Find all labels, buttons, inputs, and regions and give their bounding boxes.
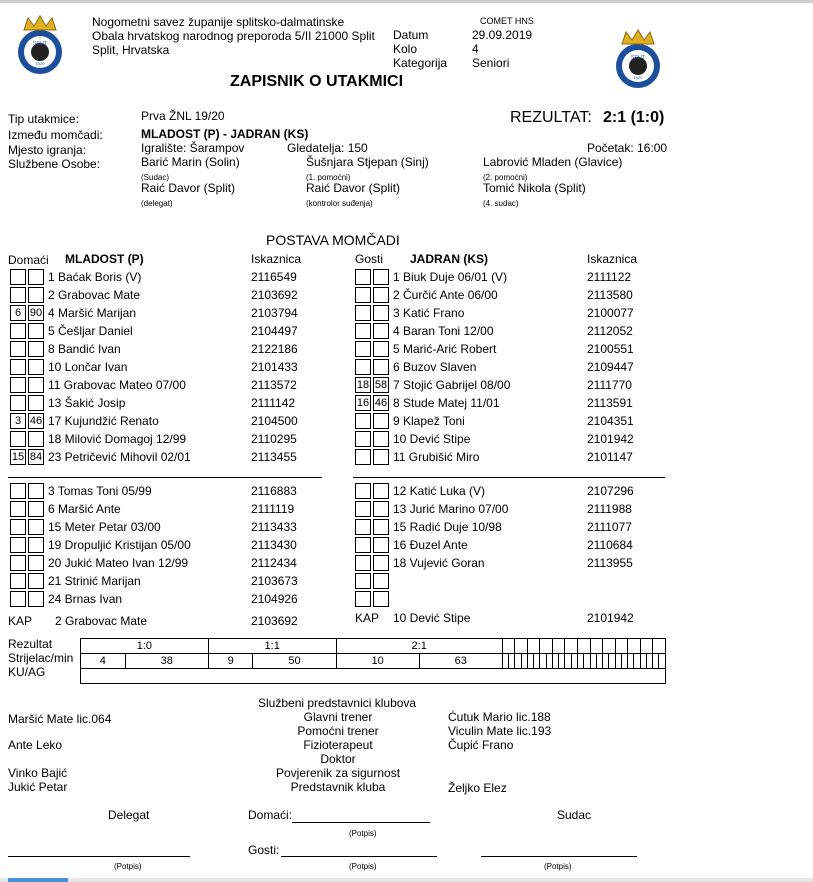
- player-id: 2113455: [251, 450, 297, 464]
- minute-box: [28, 359, 44, 375]
- domaci-potpis: (Potpis): [349, 829, 377, 838]
- player-id: 2101147: [587, 450, 633, 464]
- player-name: 8 Stude Matej 11/01: [393, 396, 500, 410]
- club-official-role: Predstavnik kluba: [290, 780, 386, 794]
- minute-box: 6: [10, 305, 26, 321]
- home-club-official: Ante Leko: [8, 738, 63, 752]
- away-captain: 10 Dević Stipe: [393, 611, 471, 625]
- minute-box: [373, 269, 389, 285]
- minute-box: [10, 519, 26, 535]
- minute-box: [28, 341, 44, 357]
- minute-box: [28, 287, 44, 303]
- kuag-row-label: KU/AG: [8, 665, 46, 679]
- player-name: 4 Maršić Marijan: [48, 306, 137, 320]
- player-id: 2100077: [587, 306, 634, 320]
- rezultat-label: REZULTAT:: [510, 109, 592, 126]
- home-club-official: Jukić Petar: [8, 780, 68, 794]
- minute-box: 16: [356, 397, 370, 409]
- minute-box: [28, 501, 44, 517]
- org-city: Split, Hrvatska: [92, 43, 170, 57]
- club-official-role: Povjerenik za sigurnost: [275, 766, 401, 780]
- player-id: 2110684: [587, 538, 633, 552]
- minute-box: [10, 377, 26, 393]
- minute-box: [373, 449, 389, 465]
- minute-box: [10, 341, 26, 357]
- result-cell: 1:0: [81, 639, 209, 654]
- official-role: (delegat): [141, 199, 173, 208]
- minute-box: [28, 483, 44, 499]
- minute-box: 58: [374, 379, 388, 391]
- player-id: 2111122: [587, 270, 632, 284]
- player-name: 11 Grubišić Miro: [393, 450, 480, 464]
- delegat-signature-line: [8, 856, 190, 857]
- club-official-role: Doktor: [320, 752, 356, 766]
- scorer-cell: 50: [253, 654, 336, 669]
- official-name: Tomić Nikola (Split): [483, 181, 586, 195]
- scorer-cell: 4: [81, 654, 126, 669]
- window-top-border: [0, 0, 813, 3]
- minute-box: [355, 431, 371, 447]
- player-name: 3 Tomas Toni 05/99: [48, 484, 152, 498]
- result-cell: [578, 639, 591, 654]
- player-id: 2111142: [251, 396, 296, 410]
- result-cell: 2:1: [336, 639, 502, 654]
- player-name: 20 Jukić Mateo Ivan 12/99: [48, 556, 189, 570]
- player-id: 2116883: [251, 484, 297, 498]
- result-cell: [502, 639, 515, 654]
- player-name: 23 Petričević Mihovil 02/01: [48, 450, 191, 464]
- minute-box: [355, 269, 371, 285]
- minute-box: [373, 573, 389, 589]
- player-name: 21 Strinić Marijan: [48, 574, 141, 588]
- official-name: Raić Davor (Split): [141, 181, 236, 195]
- official-name: Barić Marin (Solin): [141, 155, 240, 169]
- svg-text:1920: 1920: [35, 61, 45, 66]
- away-club-official: Željko Elez: [448, 781, 507, 795]
- player-id: 2110295: [251, 432, 297, 446]
- minute-box: 18: [356, 379, 370, 391]
- home-label: Domaći: [8, 253, 49, 267]
- minute-box: [373, 501, 389, 517]
- player-name: 10 Lončar Ivan: [48, 360, 128, 374]
- player-name: 18 Vujević Goran: [393, 556, 485, 570]
- minute-box: 84: [29, 451, 43, 463]
- player-name: 8 Bandić Ivan: [48, 342, 121, 356]
- player-name: 3 Katić Frano: [393, 306, 465, 320]
- club-crest-right-icon: [606, 26, 670, 90]
- player-name: 15 Meter Petar 03/00: [48, 520, 161, 534]
- result-cell: [565, 639, 578, 654]
- player-name: 24 Brnas Ivan: [48, 592, 123, 606]
- result-cell: [615, 639, 628, 654]
- minute-box: [10, 573, 26, 589]
- player-id: 2100551: [587, 342, 634, 356]
- minute-box: [10, 483, 26, 499]
- player-id: 2112434: [251, 556, 297, 570]
- player-name: 4 Baran Toni 12/00: [393, 324, 494, 338]
- scorer-cell: 63: [419, 654, 502, 669]
- minute-box: [10, 537, 26, 553]
- result-cell: [603, 639, 616, 654]
- gosti-label: Gosti:: [248, 843, 280, 857]
- player-id: 2113430: [251, 538, 297, 552]
- home-captain: 2 Grabovac Mate: [55, 614, 148, 628]
- svg-text:SPLIT: SPLIT: [33, 41, 47, 47]
- player-id: 2113580: [587, 288, 633, 302]
- minute-box: [10, 555, 26, 571]
- club-official-role: Fizioterapeut: [303, 738, 373, 752]
- official-name: Šušnjara Stjepan (Sinj): [306, 155, 429, 169]
- minute-box: [373, 591, 389, 607]
- minute-box: 15: [11, 451, 25, 463]
- sluzbene-label: Službene Osobe:: [8, 157, 101, 171]
- system-name: COMET HNS: [480, 16, 534, 26]
- org-address: Obala hrvatskog narodnog preporoda 5/II 21000 Split: [92, 29, 375, 43]
- minute-box: [373, 323, 389, 339]
- minute-box: [28, 591, 44, 607]
- minute-box: [28, 555, 44, 571]
- home-iskaznica-label: Iskaznica: [251, 252, 302, 266]
- result-cell: [515, 639, 528, 654]
- minute-box: [10, 431, 26, 447]
- minute-box: 46: [29, 415, 43, 427]
- kolo-label: Kolo: [393, 42, 418, 56]
- delegat-potpis: (Potpis): [114, 862, 142, 871]
- player-name: 11 Grabovac Mateo 07/00: [48, 378, 186, 392]
- official-name: Raić Davor (Split): [306, 181, 401, 195]
- minute-box: [373, 431, 389, 447]
- player-id: 2113433: [251, 520, 297, 534]
- player-id: 2111770: [587, 378, 632, 392]
- minute-box: [355, 555, 371, 571]
- player-name: 1 Baćak Boris (V): [48, 270, 142, 284]
- result-cell: [628, 639, 641, 654]
- club-officials-title: Službeni predstavnici klubova: [258, 696, 417, 710]
- minute-box: [355, 449, 371, 465]
- official-role: (kontrolor suđenja): [306, 199, 373, 208]
- minute-box: [28, 377, 44, 393]
- player-name: 12 Katić Luka (V): [393, 484, 486, 498]
- org-name: Nogometni savez županije splitsko-dalmatinske: [92, 15, 345, 29]
- tip-value: Prva ŽNL 19/20: [141, 109, 225, 123]
- result-cell: [527, 639, 540, 654]
- minute-box: 90: [29, 307, 43, 319]
- scorer-cell: [659, 654, 666, 669]
- player-name: 6 Buzov Slaven: [393, 360, 477, 374]
- official-name: Labrović Mladen (Glavice): [483, 155, 623, 169]
- gledatelja-value: Gledatelja: 150: [287, 141, 368, 155]
- player-name: 5 Marić-Arić Robert: [393, 342, 497, 356]
- player-id: 2112052: [587, 324, 633, 338]
- player-name: 15 Radić Duje 10/98: [393, 520, 502, 534]
- pocetak-value: Početak: 16:00: [587, 141, 668, 155]
- kategorija-value: Seniori: [472, 56, 510, 70]
- datum-value: 29.09.2019: [472, 28, 533, 42]
- minute-box: [373, 483, 389, 499]
- result-cell: [590, 639, 603, 654]
- minute-box: [355, 483, 371, 499]
- player-name: 2 Čurčić Ante 06/00: [393, 288, 498, 302]
- home-divider: [8, 477, 322, 478]
- player-name: 1 Biuk Duje 06/01 (V): [393, 270, 508, 284]
- tip-label: Tip utakmice:: [8, 112, 79, 126]
- player-id: 2101942: [587, 432, 634, 446]
- result-cell: 1:1: [208, 639, 336, 654]
- sudac-signature-line: [481, 856, 637, 857]
- away-team-name: JADRAN (KS): [410, 252, 488, 266]
- away-kap-label: KAP: [355, 611, 380, 625]
- minute-box: [28, 323, 44, 339]
- minute-box: [355, 573, 371, 589]
- home-kap-label: KAP: [8, 614, 33, 628]
- away-divider: [353, 477, 665, 478]
- player-id: 2103692: [251, 288, 298, 302]
- player-name: 17 Kujundžić Renato: [48, 414, 159, 428]
- player-name: 9 Klapež Toni: [393, 414, 465, 428]
- sudac-potpis: (Potpis): [544, 862, 572, 871]
- official-role: (2. pomoćni): [483, 173, 528, 182]
- player-name: 18 Milović Domagoj 12/99: [48, 432, 187, 446]
- official-role: (4. sudac): [483, 199, 519, 208]
- result-cell: [653, 639, 666, 654]
- player-id: 2104500: [251, 414, 298, 428]
- official-role: (Sudac): [141, 173, 170, 182]
- player-id: 2104351: [587, 414, 634, 428]
- player-name: 2 Grabovac Mate: [48, 288, 141, 302]
- domaci-label: Domaći:: [248, 808, 293, 822]
- minute-box: [28, 395, 44, 411]
- minute-box: [355, 537, 371, 553]
- document-title: ZAPISNIK O UTAKMICI: [230, 73, 404, 90]
- away-label: Gosti: [355, 252, 384, 266]
- delegat-label: Delegat: [108, 808, 150, 822]
- player-id: 2104926: [251, 592, 298, 606]
- home-captain-id: 2103692: [251, 614, 298, 628]
- minute-box: [355, 413, 371, 429]
- player-name: 10 Dević Stipe: [393, 432, 471, 446]
- minute-box: [355, 323, 371, 339]
- away-club-official: Viculin Mate lic.193: [448, 724, 552, 738]
- player-id: 2103794: [251, 306, 298, 320]
- minute-box: [373, 305, 389, 321]
- minute-box: [355, 519, 371, 535]
- minute-box: [373, 555, 389, 571]
- kolo-value: 4: [472, 42, 479, 56]
- away-club-official: Čupić Frano: [448, 738, 514, 752]
- minute-box: [10, 287, 26, 303]
- rezultat-value: 2:1 (1:0): [603, 109, 665, 126]
- home-club-official: Vinko Bajić: [8, 766, 68, 780]
- lineup-title: POSTAVA MOMČADI: [266, 232, 400, 248]
- player-id: 2116549: [251, 270, 297, 284]
- player-id: 2113591: [587, 396, 633, 410]
- player-id: 2113955: [587, 556, 633, 570]
- player-id: 2111119: [251, 502, 295, 516]
- scorer-cell: 10: [336, 654, 419, 669]
- rezultat-row-label: Rezultat: [8, 637, 53, 651]
- scorer-cell: 9: [208, 654, 253, 669]
- result-cell: [552, 639, 565, 654]
- minute-box: [373, 287, 389, 303]
- minute-box: [355, 591, 371, 607]
- domaci-signature-line: [292, 822, 430, 823]
- minute-box: [355, 501, 371, 517]
- club-official-role: Glavni trener: [303, 710, 373, 724]
- player-id: 2111988: [587, 502, 632, 516]
- player-name: 5 Češljar Daniel: [48, 324, 133, 338]
- player-name: 13 Jurić Marino 07/00: [393, 502, 509, 516]
- minute-box: [355, 287, 371, 303]
- minute-box: [28, 519, 44, 535]
- result-cell: [640, 639, 653, 654]
- player-id: 2107296: [587, 484, 634, 498]
- player-id: 2113572: [251, 378, 297, 392]
- player-name: 6 Maršić Ante: [48, 502, 121, 516]
- minute-box: 3: [10, 413, 26, 429]
- izmedju-label: Između momčadi:: [8, 128, 103, 142]
- club-crest-left-icon: [8, 12, 72, 76]
- minute-box: [10, 323, 26, 339]
- minute-box: [10, 359, 26, 375]
- svg-text:SPLIT: SPLIT: [631, 55, 645, 61]
- minute-box: [373, 413, 389, 429]
- minute-box: [10, 395, 26, 411]
- minute-box: [28, 537, 44, 553]
- kategorija-label: Kategorija: [393, 56, 448, 70]
- gosti-potpis: (Potpis): [349, 862, 377, 871]
- player-name: 19 Dropuljić Kristijan 05/00: [48, 538, 191, 552]
- player-id: 2122186: [251, 342, 298, 356]
- minute-box: [373, 341, 389, 357]
- datum-label: Datum: [393, 28, 429, 42]
- player-id: 2103673: [251, 574, 298, 588]
- result-cell: [540, 639, 553, 654]
- mjesto-value: Igralište: Šarampov: [141, 141, 245, 155]
- mjesto-label: Mjesto igranja:: [8, 143, 87, 157]
- minute-box: [28, 269, 44, 285]
- minute-box: [10, 591, 26, 607]
- player-name: 7 Stojić Gabrijel 08/00: [393, 378, 511, 392]
- home-team-name: MLADOST (P): [65, 252, 144, 266]
- gosti-signature-line: [281, 856, 437, 857]
- player-id: 2109447: [587, 360, 634, 374]
- minute-box: 46: [374, 397, 388, 409]
- player-name: 16 Đuzel Ante: [393, 538, 468, 552]
- scoring-grid: [80, 638, 666, 684]
- minute-box: [355, 341, 371, 357]
- svg-text:1920: 1920: [633, 75, 643, 80]
- away-iskaznica-label: Iskaznica: [587, 252, 638, 266]
- club-official-role: Pomoćni trener: [297, 724, 379, 738]
- minute-box: [373, 537, 389, 553]
- strijelac-row-label: Strijelac/min: [8, 651, 74, 665]
- minute-box: [355, 359, 371, 375]
- minute-box: [373, 519, 389, 535]
- scrollbar-thumb[interactable]: [8, 878, 68, 882]
- sudac-label: Sudac: [557, 808, 592, 822]
- player-name: 13 Šakić Josip: [48, 396, 126, 410]
- scorer-cell: 38: [125, 654, 208, 669]
- minute-box: [28, 573, 44, 589]
- home-club-official: Maršić Mate lic.064: [8, 712, 112, 726]
- minute-box: [10, 501, 26, 517]
- official-role: (1. pomoćni): [306, 173, 351, 182]
- teams-value: MLADOST (P) - JADRAN (KS): [141, 127, 309, 141]
- player-id: 2104497: [251, 324, 298, 338]
- minute-box: [355, 305, 371, 321]
- kuag-cell: [81, 669, 666, 684]
- away-captain-id: 2101942: [587, 611, 634, 625]
- player-id: 2111077: [587, 520, 632, 534]
- minute-box: [373, 359, 389, 375]
- away-club-official: Ćutuk Mario lic.188: [448, 710, 551, 724]
- minute-box: [28, 431, 44, 447]
- player-id: 2101433: [251, 360, 298, 374]
- minute-box: [10, 269, 26, 285]
- horizontal-scrollbar[interactable]: [0, 878, 813, 882]
